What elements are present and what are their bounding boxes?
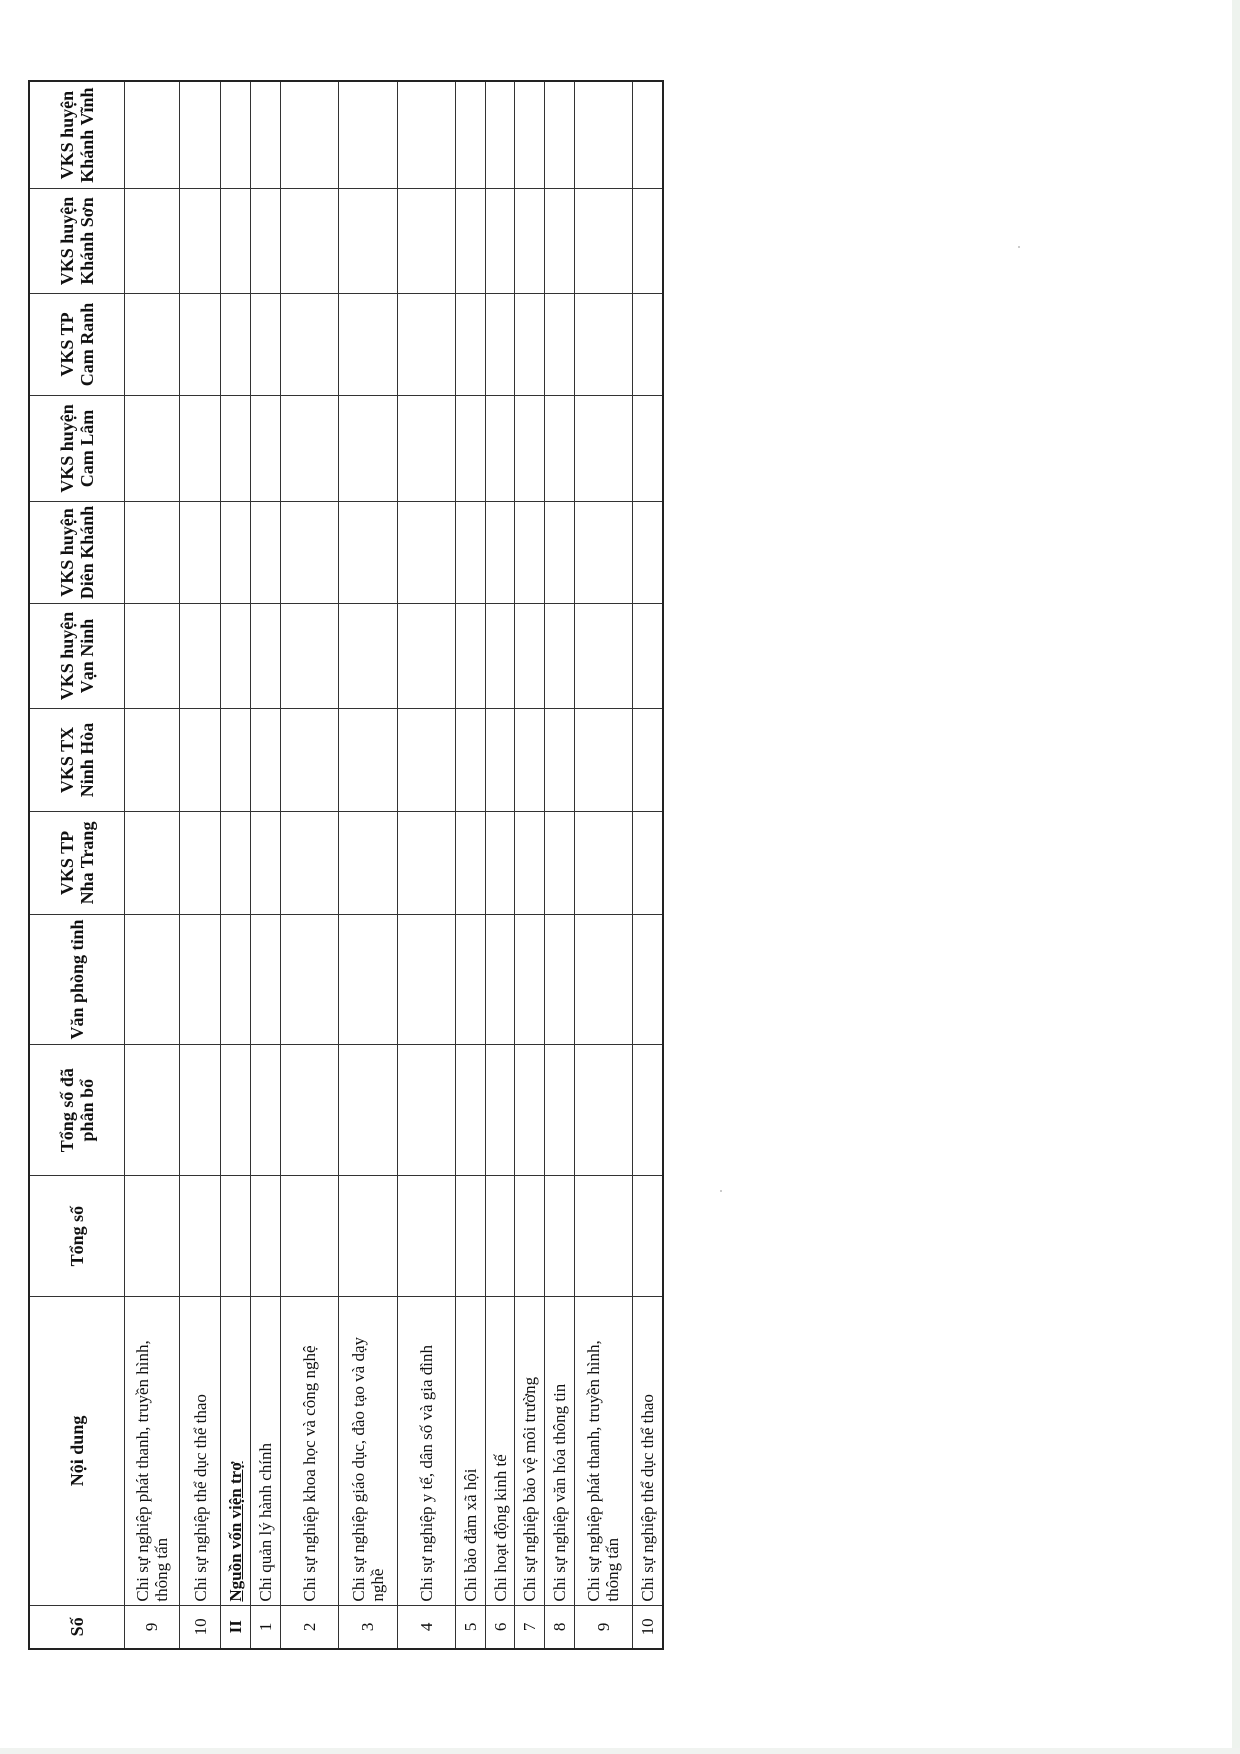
- cell-total: [124, 1176, 180, 1297]
- cell-unit: [544, 189, 574, 294]
- cell-unit: [124, 293, 180, 395]
- cell-unit: [250, 708, 280, 811]
- cell-allocated: [515, 1045, 545, 1176]
- cell-unit: [280, 812, 338, 914]
- table-row: [574, 81, 632, 1649]
- cell-total: [180, 1176, 221, 1297]
- cell-unit: [515, 812, 545, 914]
- cell-unit: [397, 604, 455, 709]
- cell-unit: [250, 812, 280, 914]
- table-row: [456, 81, 486, 1649]
- cell-unit: [544, 812, 574, 914]
- cell-unit: [221, 914, 251, 1045]
- row-content: Chi sự nghiệp phát thanh, truyền hình, thông tấn: [574, 1297, 632, 1605]
- cell-allocated: [180, 1045, 221, 1176]
- cell-unit: [180, 501, 221, 603]
- cell-unit: [280, 501, 338, 603]
- table-row: [485, 81, 515, 1649]
- cell-unit: [397, 914, 455, 1045]
- cell-unit: [180, 189, 221, 294]
- cell-unit: [397, 81, 455, 189]
- cell-unit: [456, 604, 486, 709]
- cell-unit: [456, 293, 486, 395]
- row-content: Chi hoạt động kinh tế: [485, 1297, 515, 1605]
- cell-unit: [485, 501, 515, 603]
- header-row: [29, 81, 124, 1649]
- rotated-table-container: [28, 80, 664, 1650]
- cell-unit: [574, 396, 632, 502]
- cell-unit: [280, 708, 338, 811]
- cell-unit: [124, 396, 180, 502]
- cell-unit: [221, 812, 251, 914]
- cell-unit: [397, 293, 455, 395]
- cell-unit: [574, 604, 632, 709]
- header-unit-cam-ranh: VKS TP Cam Ranh: [29, 293, 124, 395]
- cell-unit: [632, 708, 663, 811]
- cell-unit: [456, 501, 486, 603]
- cell-allocated: [397, 1045, 455, 1176]
- cell-total: [456, 1176, 486, 1297]
- row-number: 10: [180, 1605, 221, 1649]
- table-row-group: [221, 81, 251, 1649]
- cell-unit: [515, 293, 545, 395]
- cell-total: [574, 1176, 632, 1297]
- cell-unit: [280, 604, 338, 709]
- cell-unit: [515, 189, 545, 294]
- cell-unit: [221, 293, 251, 395]
- cell-unit: [397, 708, 455, 811]
- cell-unit: [338, 81, 397, 189]
- cell-unit: [280, 189, 338, 294]
- cell-unit: [338, 812, 397, 914]
- row-number: 9: [574, 1605, 632, 1649]
- row-number: 4: [397, 1605, 455, 1649]
- cell-unit: [574, 501, 632, 603]
- cell-unit: [632, 812, 663, 914]
- cell-unit: [250, 81, 280, 189]
- row-content: Chi sự nghiệp y tế, dân số và gia đình: [397, 1297, 455, 1605]
- cell-unit: [221, 396, 251, 502]
- cell-total: [338, 1176, 397, 1297]
- cell-unit: [632, 914, 663, 1045]
- budget-allocation-table: [28, 80, 664, 1650]
- cell-allocated: [250, 1045, 280, 1176]
- cell-total: [485, 1176, 515, 1297]
- cell-unit: [632, 604, 663, 709]
- cell-unit: [632, 81, 663, 189]
- cell-unit: [221, 604, 251, 709]
- table-row: [397, 81, 455, 1649]
- cell-unit: [280, 396, 338, 502]
- cell-unit: [515, 604, 545, 709]
- table-row: [124, 81, 180, 1649]
- cell-unit: [250, 501, 280, 603]
- cell-unit: [280, 914, 338, 1045]
- cell-unit: [250, 604, 280, 709]
- cell-unit: [632, 293, 663, 395]
- cell-unit: [397, 396, 455, 502]
- cell-unit: [456, 189, 486, 294]
- header-unit-khanh-vinh: VKS huyện Khánh Vĩnh: [29, 81, 124, 189]
- cell-unit: [574, 708, 632, 811]
- header-unit-dien-khanh: VKS huyện Diên Khánh: [29, 501, 124, 603]
- cell-allocated: [456, 1045, 486, 1176]
- group-heading: Nguồn vốn viện trợ: [226, 1461, 246, 1602]
- cell-unit: [180, 604, 221, 709]
- table-row: [338, 81, 397, 1649]
- cell-unit: [221, 189, 251, 294]
- row-number: II: [221, 1605, 251, 1649]
- row-content: Chi sự nghiệp thể dục thể thao: [180, 1297, 221, 1605]
- table-row: [544, 81, 574, 1649]
- header-unit-ninh-hoa: VKS TX Ninh Hòa: [29, 708, 124, 811]
- cell-allocated: [574, 1045, 632, 1176]
- cell-unit: [574, 293, 632, 395]
- cell-unit: [544, 396, 574, 502]
- cell-unit: [544, 81, 574, 189]
- cell-unit: [180, 81, 221, 189]
- cell-unit: [180, 914, 221, 1045]
- cell-unit: [124, 189, 180, 294]
- cell-unit: [221, 81, 251, 189]
- cell-total: [280, 1176, 338, 1297]
- cell-allocated: [338, 1045, 397, 1176]
- header-content: Nội dung: [29, 1297, 124, 1605]
- cell-unit: [544, 293, 574, 395]
- cell-unit: [180, 708, 221, 811]
- cell-unit: [632, 396, 663, 502]
- header-unit-nha-trang: VKS TP Nha Trang: [29, 812, 124, 914]
- cell-unit: [124, 708, 180, 811]
- cell-unit: [515, 396, 545, 502]
- cell-unit: [544, 914, 574, 1045]
- table-row: [250, 81, 280, 1649]
- cell-allocated: [632, 1045, 663, 1176]
- header-allocated: Tổng số đã phân bổ: [29, 1045, 124, 1176]
- cell-total: [544, 1176, 574, 1297]
- cell-unit: [338, 708, 397, 811]
- cell-unit: [124, 914, 180, 1045]
- cell-unit: [485, 812, 515, 914]
- cell-total: [632, 1176, 663, 1297]
- cell-allocated: [124, 1045, 180, 1176]
- cell-unit: [338, 914, 397, 1045]
- cell-total: [515, 1176, 545, 1297]
- cell-unit: [180, 293, 221, 395]
- row-content: [221, 1297, 251, 1605]
- cell-unit: [485, 81, 515, 189]
- cell-unit: [338, 501, 397, 603]
- cell-unit: [632, 501, 663, 603]
- cell-unit: [250, 189, 280, 294]
- table-row: [515, 81, 545, 1649]
- header-total: Tổng số: [29, 1176, 124, 1297]
- cell-allocated: [544, 1045, 574, 1176]
- cell-unit: [280, 81, 338, 189]
- scan-edge-bottom: [0, 1748, 1240, 1754]
- row-number: 6: [485, 1605, 515, 1649]
- cell-unit: [124, 81, 180, 189]
- cell-total: [397, 1176, 455, 1297]
- cell-unit: [574, 189, 632, 294]
- row-content: Chi sự nghiệp phát thanh, truyền hình, thông tấn: [124, 1297, 180, 1605]
- cell-unit: [221, 501, 251, 603]
- cell-unit: [456, 812, 486, 914]
- row-content: Chi sự nghiệp giáo dục, đào tạo và dạy nghề: [338, 1297, 397, 1605]
- cell-unit: [180, 812, 221, 914]
- row-content: Chi bảo đảm xã hội: [456, 1297, 486, 1605]
- cell-allocated: [485, 1045, 515, 1176]
- cell-unit: [221, 708, 251, 811]
- row-number: 5: [456, 1605, 486, 1649]
- table-row: [180, 81, 221, 1649]
- cell-unit: [574, 812, 632, 914]
- header-unit-khanh-son: VKS huyện Khánh Sơn: [29, 189, 124, 294]
- row-number: 2: [280, 1605, 338, 1649]
- scan-speck: [720, 1190, 722, 1192]
- header-unit-van-phong-tinh: Văn phòng tỉnh: [29, 914, 124, 1045]
- cell-total: [221, 1176, 251, 1297]
- cell-unit: [250, 914, 280, 1045]
- cell-unit: [456, 914, 486, 1045]
- cell-unit: [515, 81, 545, 189]
- cell-allocated: [280, 1045, 338, 1176]
- cell-unit: [515, 914, 545, 1045]
- cell-unit: [456, 81, 486, 189]
- cell-unit: [338, 396, 397, 502]
- scan-edge-right: [1232, 0, 1240, 1754]
- cell-unit: [124, 812, 180, 914]
- cell-unit: [574, 81, 632, 189]
- row-content: Chi sự nghiệp khoa học và công nghệ: [280, 1297, 338, 1605]
- row-content: Chi quản lý hành chính: [250, 1297, 280, 1605]
- row-number: 10: [632, 1605, 663, 1649]
- cell-unit: [544, 708, 574, 811]
- cell-unit: [397, 189, 455, 294]
- row-number: 7: [515, 1605, 545, 1649]
- cell-total: [250, 1176, 280, 1297]
- cell-unit: [515, 501, 545, 603]
- cell-unit: [338, 604, 397, 709]
- cell-unit: [632, 189, 663, 294]
- cell-unit: [485, 914, 515, 1045]
- cell-unit: [544, 604, 574, 709]
- cell-unit: [485, 396, 515, 502]
- table-row: [280, 81, 338, 1649]
- row-number: 1: [250, 1605, 280, 1649]
- cell-unit: [180, 396, 221, 502]
- cell-unit: [574, 914, 632, 1045]
- cell-unit: [338, 189, 397, 294]
- table-row: [632, 81, 663, 1649]
- cell-unit: [485, 293, 515, 395]
- row-content: Chi sự nghiệp thể dục thể thao: [632, 1297, 663, 1605]
- row-number: 9: [124, 1605, 180, 1649]
- row-content: Chi sự nghiệp bảo vệ môi trường: [515, 1297, 545, 1605]
- cell-unit: [250, 293, 280, 395]
- cell-unit: [456, 396, 486, 502]
- header-stt: Số: [29, 1605, 124, 1649]
- row-content: Chi sự nghiệp văn hóa thông tin: [544, 1297, 574, 1605]
- cell-unit: [250, 396, 280, 502]
- cell-unit: [485, 189, 515, 294]
- cell-unit: [124, 501, 180, 603]
- scan-speck: [1018, 246, 1020, 248]
- cell-unit: [515, 708, 545, 811]
- cell-unit: [124, 604, 180, 709]
- row-number: 3: [338, 1605, 397, 1649]
- cell-allocated: [221, 1045, 251, 1176]
- header-unit-cam-lam: VKS huyện Cam Lâm: [29, 396, 124, 502]
- cell-unit: [456, 708, 486, 811]
- cell-unit: [397, 501, 455, 603]
- cell-unit: [544, 501, 574, 603]
- cell-unit: [397, 812, 455, 914]
- cell-unit: [485, 604, 515, 709]
- cell-unit: [338, 293, 397, 395]
- row-number: 8: [544, 1605, 574, 1649]
- cell-unit: [485, 708, 515, 811]
- cell-unit: [280, 293, 338, 395]
- header-unit-van-ninh: VKS huyện Vạn Ninh: [29, 604, 124, 709]
